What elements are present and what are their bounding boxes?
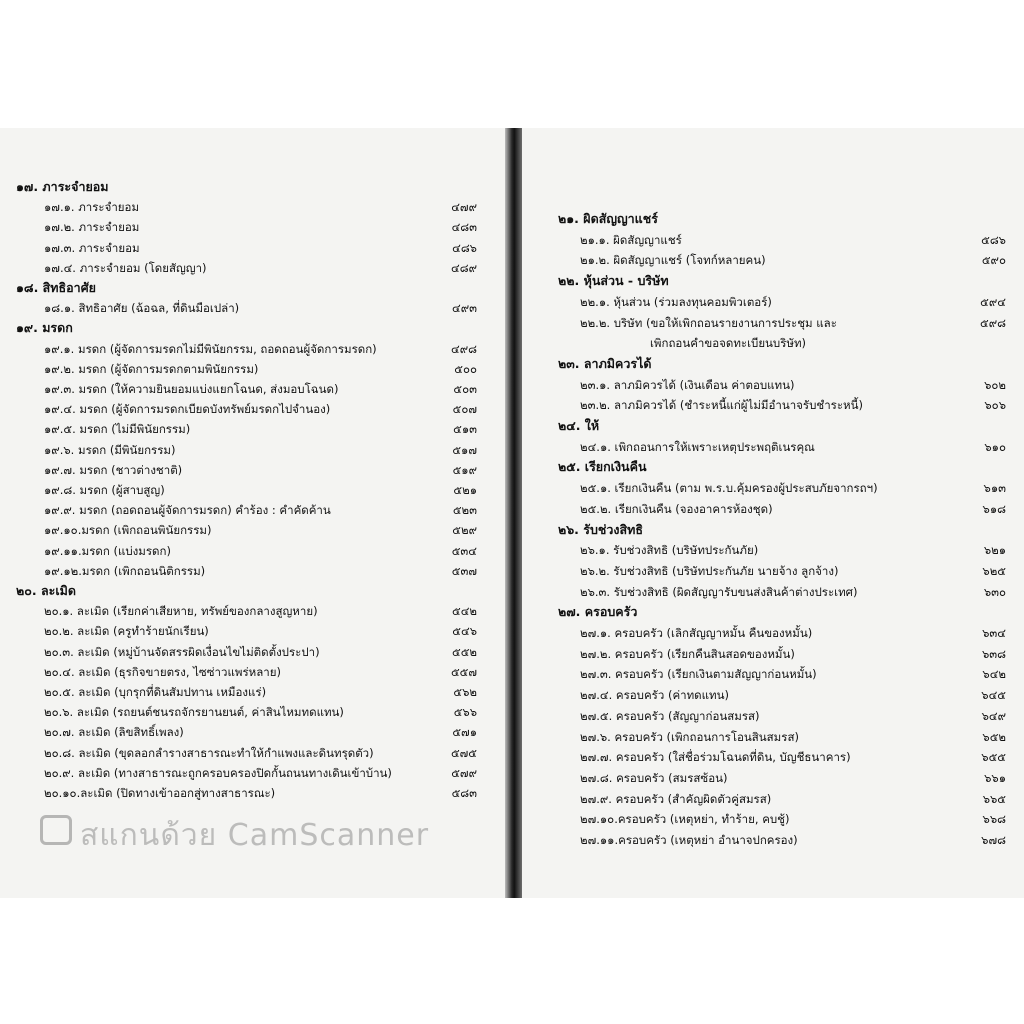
- toc-entry-page-number: ๖๒๑: [983, 543, 1006, 558]
- toc-entry-page-number: ๕๓๗: [451, 563, 477, 578]
- toc-entry-label: ๒๖.๒. รับช่วงสิทธิ (บริษัทประกันภัย นายจ้าง ลูกจ้าง): [580, 563, 839, 578]
- toc-section-heading: ๒๕. เรียกเงินคืน: [558, 459, 647, 475]
- toc-entry-label: ๒๐.๗. ละเมิด (ลิขสิทธิ์เพลง): [44, 725, 184, 740]
- toc-entry-page-number: ๕๙๐: [981, 253, 1006, 268]
- toc-entry-label: ๑๙.๔. มรดก (ผู้จัดการมรดกเบียดบังทรัพย์มรดกไปจำนอง): [44, 402, 331, 417]
- toc-entry-page-number: ๕๙๔: [980, 294, 1006, 309]
- toc-entry-page-number: ๕๕๗: [450, 664, 477, 679]
- toc-entry-page-number: ๕๘๓: [451, 786, 477, 800]
- toc-entry-page-number: ๕๒๙: [452, 523, 477, 538]
- toc-entry-page-number: ๖๓๘: [981, 646, 1006, 661]
- toc-entry-page-number: ๕๔๖: [452, 624, 477, 639]
- toc-entry-label: ๒๐.๑. ละเมิด (เรียกค่าเสียหาย, ทรัพย์ของกลางสูญหาย): [44, 604, 318, 619]
- toc-entry-label: ๑๙.๙. มรดก (ถอดถอนผู้จัดการมรดก) คำร้อง : คำคัดค้าน: [44, 503, 331, 518]
- toc-entry-label: ๒๗.๘. ครอบครัว (สมรสซ้อน): [580, 770, 728, 785]
- toc-entry-page-number: ๖๔๙: [981, 708, 1006, 723]
- toc-entry-label: ๒๖.๓. รับช่วงสิทธิ (ผิดสัญญารับขนส่งสินค้าต่างประเทศ): [580, 584, 858, 599]
- toc-entry-label: ๒๑.๒. ผิดสัญญาแชร์ (โจทก์หลายคน): [580, 253, 766, 268]
- toc-entry-label: ๑๙.๑๑.มรดก (แบ่งมรดก): [44, 543, 171, 558]
- toc-entry-page-number: ๖๖๕: [982, 791, 1006, 806]
- toc-entry-label: ๒๗.๗. ครอบครัว (ใส่ชื่อร่วมโฉนดที่ดิน, บัญชีธนาคาร): [580, 750, 851, 765]
- toc-entry-page-number: ๖๖๑: [984, 770, 1006, 785]
- toc-entry-page-number: ๖๓๐: [983, 584, 1006, 599]
- toc-entry-label: ๒๐.๘. ละเมิด (ขุดลอกลำรางสาธารณะทำให้กำแพงและดินทรุดตัว): [44, 745, 374, 760]
- toc-entry-page-number: ๕๒๓: [452, 503, 477, 518]
- toc-entry-label: ๒๑.๑. ผิดสัญญาแชร์: [580, 232, 682, 247]
- toc-entry-page-number: ๕๙๘: [980, 315, 1006, 330]
- toc-entry-page-number: ๕๔๒: [452, 604, 477, 619]
- toc-entry-page-number: ๖๑๐: [984, 439, 1006, 454]
- toc-section-heading: ๒๔. ให้: [558, 418, 600, 433]
- toc-section-heading: ๒๗. ครอบครัว: [558, 604, 638, 620]
- toc-entry-page-number: ๕๕๒: [452, 644, 477, 659]
- toc-section-heading: ๒๐. ละเมิด: [16, 583, 76, 598]
- right-page: [522, 128, 1024, 898]
- toc-entry-label: ๒๗.๑. ครอบครัว (เลิกสัญญาหมั้น คืนของหมั้น): [580, 626, 813, 640]
- toc-entry-page-number: ๔๘๓: [451, 220, 477, 235]
- camscanner-logo-icon: [40, 815, 72, 845]
- book-gutter: [505, 128, 522, 898]
- toc-entry-label: ๒๐.๑๐.ละเมิด (ปิดทางเข้าออกสู่ทางสาธารณะ): [44, 786, 276, 800]
- toc-entry-label: ๑๗.๑. ภาระจำยอม: [44, 200, 140, 215]
- toc-entry-label: ๒๗.๙. ครอบครัว (สำคัญผิดตัวคู่สมรส): [580, 791, 772, 806]
- toc-entry-page-number: ๖๗๘: [981, 833, 1006, 847]
- toc-section-heading: ๒๓. ลาภมิควรได้: [558, 355, 652, 371]
- toc-entry-label: ๒๐.๖. ละเมิด (รถยนต์ชนรถจักรยานยนต์, ค่าสินไหมทดแทน): [44, 705, 344, 720]
- toc-entry-page-number: ๖๓๔: [982, 626, 1006, 640]
- toc-entry-page-number: ๖๖๘: [982, 812, 1006, 827]
- toc-entry-page-number: ๔๘๙: [451, 260, 477, 275]
- toc-entry-page-number: ๕๓๔: [451, 543, 477, 558]
- toc-entry-page-number: ๕๑๓: [453, 422, 477, 437]
- toc-entry-label: ๒๖.๑. รับช่วงสิทธิ (บริษัทประกันภัย): [580, 543, 759, 558]
- toc-entry-label: ๑๙.๖. มรดก (มีพินัยกรรม): [44, 442, 176, 457]
- toc-entry-page-number: ๔๙๓: [452, 301, 477, 316]
- toc-entry-label: ๑๗.๒. ภาระจำยอม: [44, 220, 140, 235]
- toc-entry-label: ๒๒.๒. บริษัท (ขอให้เพิกถอนรายงานการประชุม และ: [580, 315, 837, 330]
- toc-entry-page-number: ๕๑๙: [452, 462, 477, 477]
- left-page: [0, 128, 505, 898]
- toc-entry-page-number: ๕๗๕: [450, 745, 477, 760]
- toc-entry-page-number: ๕๐๗: [452, 402, 477, 417]
- toc-entry-label: ๑๙.๑. มรดก (ผู้จัดการมรดกไม่มีพินัยกรรม, ถอดถอนผู้จัดการมรดก): [44, 341, 377, 356]
- toc-entry-page-number: ๕๐๓: [453, 382, 477, 396]
- toc-entry-page-number: ๖๑๘: [982, 501, 1006, 516]
- toc-entry-label: ๒๗.๔. ครอบครัว (ค่าทดแทน): [580, 688, 729, 703]
- toc-section-heading: ๑๘. สิทธิอาศัย: [16, 280, 96, 295]
- toc-entry-page-number: ๕๗๑: [452, 725, 477, 740]
- toc-entry-page-number: ๕๐๐: [454, 361, 477, 376]
- toc-section-heading: ๑๗. ภาระจำยอม: [16, 179, 109, 194]
- toc-entry-page-number: ๖๕๕: [981, 750, 1006, 765]
- toc-entry-page-number: ๖๔๒: [982, 667, 1006, 682]
- toc-entry-label: ๑๗.๔. ภาระจำยอม (โดยสัญญา): [44, 260, 207, 275]
- toc-entry-page-number: ๕๑๗: [452, 442, 477, 457]
- toc-entry-label: ๒๕.๒. เรียกเงินคืน (จองอาคารห้องชุด): [580, 501, 773, 516]
- toc-entry-label: ๒๗.๑๐.ครอบครัว (เหตุหย่า, ทำร้าย, คบชู้): [580, 812, 790, 827]
- toc-entry-page-number: ๖๑๓: [983, 481, 1006, 496]
- toc-entry-page-number: ๕๖๖: [453, 705, 477, 720]
- toc-entry-label: ๒๕.๑. เรียกเงินคืน (ตาม พ.ร.บ.คุ้มครองผู้ประสบภัยจากรถฯ): [580, 481, 878, 496]
- toc-entry-page-number: ๖๒๕: [982, 563, 1006, 578]
- toc-entry-page-number: ๖๔๕: [981, 688, 1006, 703]
- toc-entry-label: ๒๗.๕. ครอบครัว (สัญญาก่อนสมรส): [580, 708, 760, 723]
- toc-entry-label: ๑๙.๒. มรดก (ผู้จัดการมรดกตามพินัยกรรม): [44, 361, 259, 376]
- toc-entry-label: ๑๙.๑๒.มรดก (เพิกถอนนิติกรรม): [44, 563, 206, 578]
- toc-entry-page-number: ๖๐๒: [984, 377, 1006, 392]
- toc-entry-page-number: ๔๙๘: [451, 341, 477, 356]
- toc-entry-page-number: ๖๕๒: [982, 729, 1006, 744]
- toc-entry-label: ๑๙.๓. มรดก (ให้ความยินยอมแบ่งแยกโฉนด, ส่งมอบโฉนด): [44, 382, 339, 396]
- toc-entry-label: ๑๙.๑๐.มรดก (เพิกถอนพินัยกรรม): [44, 523, 212, 538]
- toc-entry-page-number: ๕๒๑: [453, 483, 477, 497]
- toc-entry-page-number: ๕๗๙: [451, 765, 477, 780]
- toc-entry-label: ๑๙.๗. มรดก (ชาวต่างชาติ): [44, 462, 183, 477]
- toc-entry-label: ๒๒.๑. หุ้นส่วน (ร่วมลงทุนคอมพิวเตอร์): [580, 294, 772, 309]
- toc-entry-label: ๒๗.๖. ครอบครัว (เพิกถอนการโอนสินสมรส): [580, 729, 799, 744]
- toc-entry-label: ๒๐.๕. ละเมิด (บุกรุกที่ดินสัมปทาน เหมืองแร่): [44, 685, 267, 699]
- toc-entry-label: ๒๐.๙. ละเมิด (ทางสาธารณะถูกครอบครองปิดกั้นถนนทางเดินเข้าบ้าน): [44, 765, 392, 780]
- toc-entry-label: เพิกถอนคำขอจดทะเบียนบริษัท): [650, 336, 807, 351]
- toc-entry-page-number: ๔๗๙: [451, 200, 477, 215]
- toc-entry-label: ๑๙.๕. มรดก (ไม่มีพินัยกรรม): [44, 422, 191, 437]
- toc-entry-label: ๒๗.๒. ครอบครัว (เรียกคืนสินสอดของหมั้น): [580, 646, 795, 661]
- toc-entry-label: ๒๐.๓. ละเมิด (หมู่บ้านจัดสรรผิดเงื่อนไขไม่ติดตั้งประปา): [44, 644, 320, 659]
- toc-entry-label: ๒๓.๒. ลาภมิควรได้ (ชำระหนี้แก่ผู้ไม่มีอำนาจรับชำระหนี้): [580, 398, 863, 413]
- toc-entry-page-number: ๕๖๒: [453, 685, 477, 699]
- toc-entry-label: ๒๐.๔. ละเมิด (ธุรกิจขายตรง, ไซซ่าวแพร่หลาย): [44, 664, 281, 679]
- toc-entry-label: ๒๗.๓. ครอบครัว (เรียกเงินตามสัญญาก่อนหมั้น): [580, 667, 817, 682]
- toc-section-heading: ๒๒. หุ้นส่วน - บริษัท: [558, 273, 669, 289]
- toc-section-heading: ๒๑. ผิดสัญญาแชร์: [558, 211, 658, 226]
- toc-entry-page-number: ๕๘๖: [981, 232, 1006, 247]
- toc-entry-label: ๒๐.๒. ละเมิด (ครูทำร้ายนักเรียน): [44, 624, 209, 639]
- toc-entry-label: ๑๙.๘. มรดก (ผู้สาบสูญ): [44, 483, 165, 497]
- toc-section-heading: ๑๙. มรดก: [16, 320, 73, 336]
- toc-section-heading: ๒๖. รับช่วงสิทธิ: [558, 521, 644, 537]
- toc-entry-label: ๒๓.๑. ลาภมิควรได้ (เงินเดือน ค่าตอบแทน): [580, 377, 795, 392]
- toc-entry-label: ๑๗.๓. ภาระจำยอม: [44, 240, 140, 255]
- toc-entry-label: ๑๘.๑. สิทธิอาศัย (ฉ้อฉล, ที่ดินมือเปล่า): [44, 301, 240, 316]
- camscanner-watermark: สแกนด้วย CamScanner: [80, 818, 430, 853]
- toc-entry-label: ๒๗.๑๑.ครอบครัว (เหตุหย่า อำนาจปกครอง): [580, 833, 798, 847]
- toc-entry-label: ๒๔.๑. เพิกถอนการให้เพราะเหตุประพฤติเนรคุณ: [580, 439, 815, 454]
- toc-entry-page-number: ๖๐๖: [984, 398, 1006, 413]
- toc-entry-page-number: ๔๘๖: [452, 240, 477, 255]
